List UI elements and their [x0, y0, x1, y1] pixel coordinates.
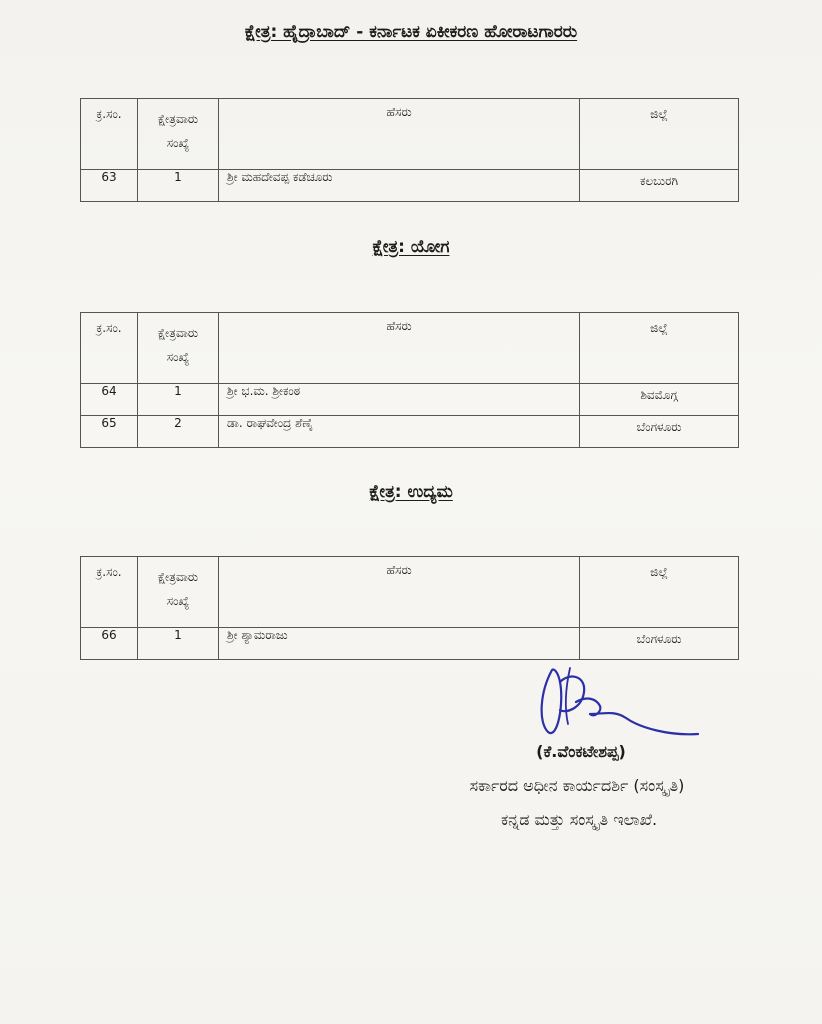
header-field-no [138, 557, 219, 628]
table-header-row [81, 313, 739, 384]
header-name: ಹೆಸರು [219, 99, 580, 170]
header-field-no-line1: ಕ್ಷೇತ್ರವಾರು [157, 326, 199, 340]
cell-field-no: 1 [138, 170, 219, 202]
signatory-designation: ಸರ್ಕಾರದ ಅಧೀನ ಕಾರ್ಯದರ್ಶಿ (ಸಂಸ್ಕೃತಿ) [469, 776, 685, 795]
cell-sl-no: 65 [81, 416, 138, 448]
cell-district: ಬೆಂಗಳೂರು [580, 628, 739, 660]
cell-field-no: 2 [138, 416, 219, 448]
table-row [81, 170, 739, 202]
header-sl-no: ಕ್ರ.ಸಂ. [81, 99, 138, 170]
header-field-no-line2: ಸಂಖ್ಯೆ [166, 594, 190, 608]
header-sl-no: ಕ್ರ.ಸಂ. [81, 313, 138, 384]
header-name: ಹೆಸರು [219, 557, 580, 628]
header-field-no-line1: ಕ್ಷೇತ್ರವಾರು [157, 570, 199, 584]
table-yoga [80, 312, 739, 448]
cell-sl-no: 66 [81, 628, 138, 660]
table-hyderabad-karnataka [80, 98, 739, 202]
cell-sl-no: 63 [81, 170, 138, 202]
section-title-industry [0, 482, 822, 502]
cell-district: ಶಿವಮೊಗ್ಗ [580, 384, 739, 416]
header-field-no-line2: ಸಂಖ್ಯೆ [166, 350, 190, 364]
cell-name: ಶ್ರೀ ಭ.ಮ. ಶ್ರೀಕಂಠ [219, 384, 580, 416]
header-sl-no: ಕ್ರ.ಸಂ. [81, 557, 138, 628]
cell-field-no: 1 [138, 628, 219, 660]
cell-sl-no: 64 [81, 384, 138, 416]
table-header-row [81, 99, 739, 170]
header-field-no [138, 313, 219, 384]
signatory-department: ಕನ್ನಡ ಮತ್ತು ಸಂಸ್ಕೃತಿ ಇಲಾಖೆ. [500, 810, 658, 829]
section-title-text: ಕ್ಷೇತ್ರ: ಹೈದ್ರಾಬಾದ್ - ಕರ್ನಾಟಕ ಏಕೀಕರಣ ಹೋರಾಟಗಾರರು [244, 22, 578, 42]
header-district: ಜಿಲ್ಲೆ [580, 99, 739, 170]
cell-district: ಕಲಬುರಗಿ [580, 170, 739, 202]
header-field-no-line2: ಸಂಖ್ಯೆ [166, 136, 190, 150]
table-header-row [81, 557, 739, 628]
table-row [81, 384, 739, 416]
section-title-text: ಕ್ಷೇತ್ರ: ಉದ್ಯಮ [369, 482, 453, 502]
cell-name: ಡಾ. ರಾಘವೇಂದ್ರ ಶೆಣೈ [219, 416, 580, 448]
header-field-no-line1: ಕ್ಷೇತ್ರವಾರು [157, 112, 199, 126]
section-title-hyderabad-karnataka [0, 22, 822, 42]
cell-field-no: 1 [138, 384, 219, 416]
header-district: ಜಿಲ್ಲೆ [580, 557, 739, 628]
header-district: ಜಿಲ್ಲೆ [580, 313, 739, 384]
table-industry [80, 556, 739, 660]
header-field-no [138, 99, 219, 170]
cell-district: ಬೆಂಗಳೂರು [580, 416, 739, 448]
table-row [81, 416, 739, 448]
section-title-text: ಕ್ಷೇತ್ರ: ಯೋಗ [372, 237, 450, 257]
signatory-name: (ಕೆ.ವೆಂಕಟೇಶಪ್ಪ) [536, 742, 626, 761]
table-row [81, 628, 739, 660]
section-title-yoga [0, 237, 822, 257]
signature-mark [530, 662, 700, 752]
cell-name: ಶ್ರೀ ಮಹದೇವಪ್ಪ ಕಡೆಚೂರು [219, 170, 580, 202]
header-name: ಹೆಸರು [219, 313, 580, 384]
cell-name: ಶ್ರೀ ಶ್ಯಾಮರಾಜು [219, 628, 580, 660]
